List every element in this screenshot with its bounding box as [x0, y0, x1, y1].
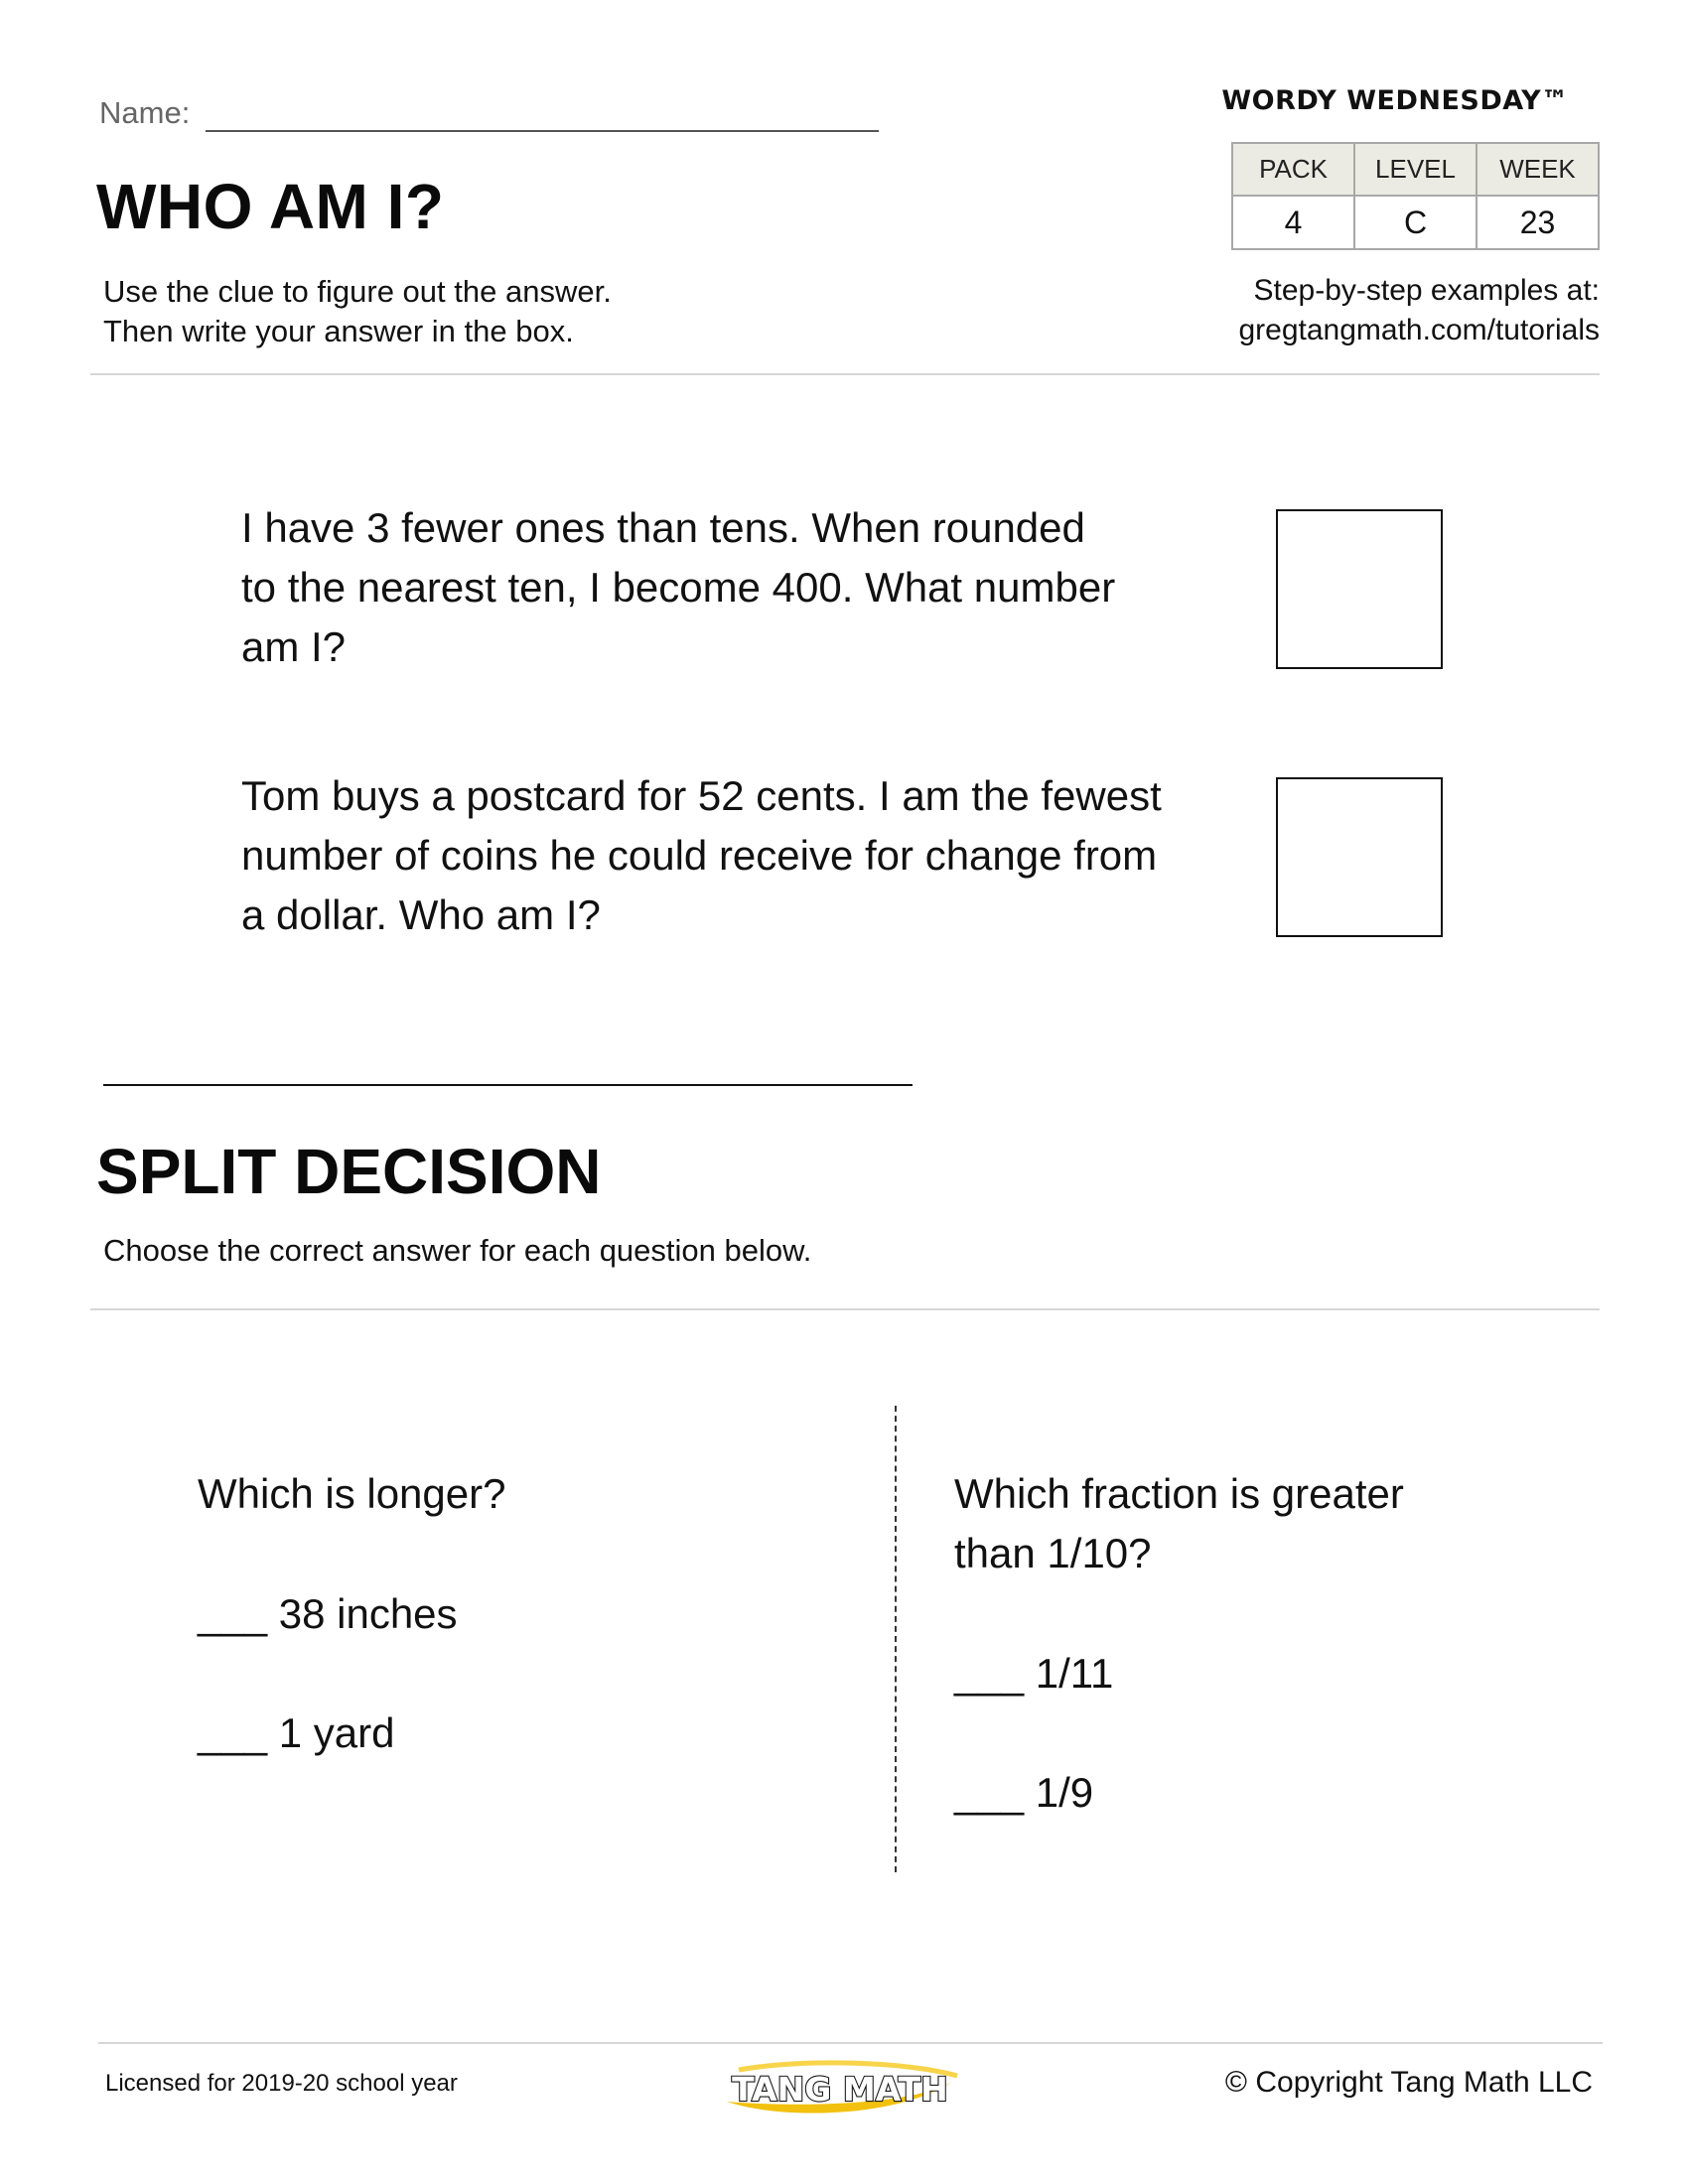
- brand-title: WORDY WEDNESDAY™: [1221, 85, 1569, 116]
- split-question-right: [954, 1464, 1404, 1583]
- question-line: than 1/10?: [954, 1530, 1152, 1576]
- copyright-text: © Copyright Tang Math LLC: [1224, 2066, 1593, 2099]
- tang-math-logo: [719, 2058, 961, 2119]
- question-2: [241, 766, 1224, 945]
- tutorial-link-text: [1092, 271, 1600, 350]
- split-option[interactable]: ___ 38 inches: [198, 1590, 458, 1637]
- question-line: number of coins he could receive for change from: [241, 832, 1158, 879]
- footer-divider: [98, 2042, 1603, 2044]
- question-1: [241, 498, 1224, 677]
- instructions: [103, 272, 612, 351]
- question-line: Which fraction is greater: [954, 1470, 1404, 1517]
- pack-header: PACK: [1232, 143, 1354, 196]
- question-line: I have 3 fewer ones than tens. When rounded: [241, 504, 1085, 551]
- page-title: WHO AM I?: [96, 171, 445, 242]
- logo-text: TANG MATH: [732, 2070, 948, 2109]
- section-instructions: Choose the correct answer for each question below.: [103, 1233, 812, 1268]
- answer-box-2[interactable]: [1276, 777, 1443, 937]
- question-line: Which is longer?: [198, 1470, 506, 1517]
- license-text: Licensed for 2019-20 school year: [105, 2070, 458, 2097]
- section-divider: [103, 1084, 913, 1086]
- instruction-line: Then write your answer in the box.: [103, 314, 574, 348]
- section-divider-rule: [90, 1308, 1600, 1310]
- week-header: WEEK: [1477, 143, 1599, 196]
- split-option[interactable]: ___ 1 yard: [198, 1709, 395, 1756]
- info-table: [1231, 142, 1600, 250]
- split-option[interactable]: ___ 1/9: [954, 1769, 1094, 1816]
- level-header: LEVEL: [1354, 143, 1477, 196]
- section-title: SPLIT DECISION: [96, 1136, 602, 1207]
- split-question-left: [198, 1464, 505, 1524]
- question-line: to the nearest ten, I become 400. What number: [241, 564, 1116, 611]
- header-divider: [90, 373, 1600, 375]
- tutorial-url: gregtangmath.com/tutorials: [1238, 314, 1600, 346]
- split-divider: [895, 1406, 897, 1872]
- tutorial-line: Step-by-step examples at:: [1253, 274, 1600, 307]
- level-value: C: [1354, 196, 1477, 249]
- name-label: Name:: [99, 95, 191, 130]
- split-option[interactable]: ___ 1/11: [954, 1650, 1114, 1697]
- question-line: a dollar. Who am I?: [241, 891, 601, 938]
- question-line: am I?: [241, 623, 347, 670]
- pack-value: 4: [1232, 196, 1354, 249]
- week-value: 23: [1477, 196, 1599, 249]
- name-field-line[interactable]: [206, 130, 879, 132]
- answer-box-1[interactable]: [1276, 509, 1443, 669]
- question-line: Tom buys a postcard for 52 cents. I am the fewest: [241, 772, 1162, 819]
- instruction-line: Use the clue to figure out the answer.: [103, 274, 612, 309]
